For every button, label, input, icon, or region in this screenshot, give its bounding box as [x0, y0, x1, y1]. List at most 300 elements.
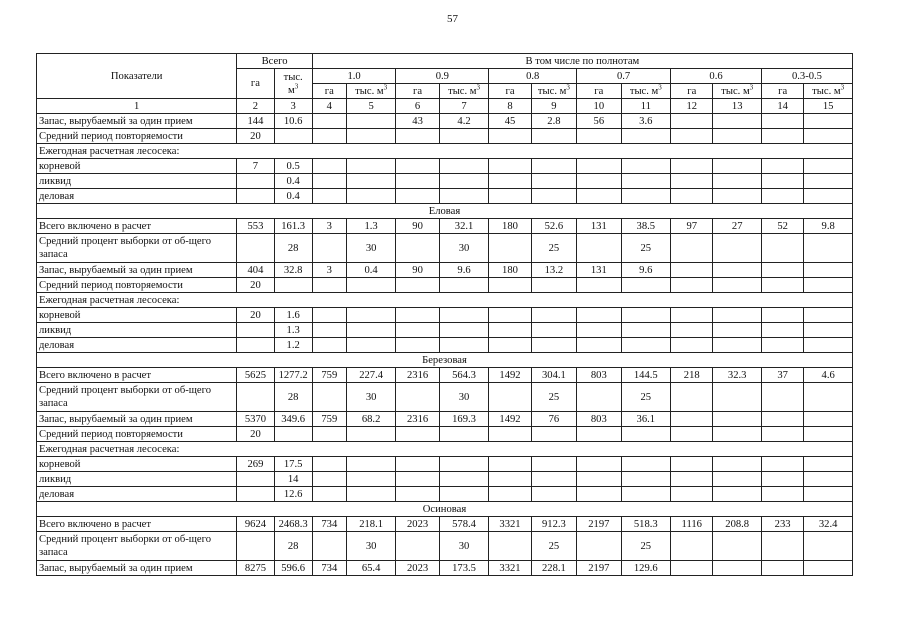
table-cell: 3: [312, 263, 346, 278]
table-cell: [237, 487, 274, 502]
table-cell: [713, 114, 762, 129]
table-row: [37, 487, 853, 502]
table-cell: [804, 323, 853, 338]
table-cell: 1.3: [274, 323, 312, 338]
table-cell: [489, 532, 531, 561]
table-cell: [312, 234, 346, 263]
table-cell: 28: [274, 383, 312, 412]
table-cell: 564.3: [439, 368, 489, 383]
column-number: 12: [671, 99, 713, 114]
table-cell: [713, 308, 762, 323]
table-cell: [713, 457, 762, 472]
table-cell: 218.1: [346, 517, 396, 532]
table-cell: [761, 457, 803, 472]
table-cell: [577, 278, 621, 293]
table-cell: [671, 174, 713, 189]
header-total-ha: га: [237, 69, 274, 99]
table-cell: 734: [312, 561, 346, 576]
table-cell: [439, 189, 489, 204]
table-cell: [671, 263, 713, 278]
table-cell: 2.8: [531, 114, 576, 129]
table-cell: 9.8: [804, 219, 853, 234]
table-row: [37, 338, 853, 353]
table-cell: 2468.3: [274, 517, 312, 532]
table-cell: [396, 308, 439, 323]
section-title: Осиновая: [37, 502, 853, 517]
table-cell: [621, 472, 671, 487]
table-cell: 45: [489, 114, 531, 129]
table-cell: 10.6: [274, 114, 312, 129]
table-cell: [713, 338, 762, 353]
table-cell: 32.1: [439, 219, 489, 234]
table-cell: 20: [237, 278, 274, 293]
table-cell: 0.4: [346, 263, 396, 278]
table-cell: [346, 189, 396, 204]
table-cell: 1492: [489, 412, 531, 427]
unit-thous-m3: тыс. $м^3$: [439, 84, 489, 99]
row-label: деловая: [37, 189, 237, 204]
table-cell: [577, 189, 621, 204]
table-row: [37, 561, 853, 576]
table-cell: [396, 234, 439, 263]
density-header: 0.8: [489, 69, 577, 84]
table-cell: [312, 338, 346, 353]
table-cell: 32.8: [274, 263, 312, 278]
table-cell: [531, 189, 576, 204]
table-cell: [804, 427, 853, 442]
table-cell: [761, 159, 803, 174]
table-cell: [312, 472, 346, 487]
table-cell: [531, 427, 576, 442]
table-cell: [312, 532, 346, 561]
table-cell: 68.2: [346, 412, 396, 427]
unit-ha: га: [577, 84, 621, 99]
table-cell: [804, 561, 853, 576]
column-number: 1: [37, 99, 237, 114]
row-label: корневой: [37, 308, 237, 323]
table-cell: [531, 457, 576, 472]
table-cell: [237, 189, 274, 204]
table-cell: 30: [439, 532, 489, 561]
column-number: 5: [346, 99, 396, 114]
table-cell: 553: [237, 219, 274, 234]
table-cell: [671, 412, 713, 427]
density-header: 0.3-0.5: [761, 69, 852, 84]
table-cell: [531, 174, 576, 189]
table-cell: 43: [396, 114, 439, 129]
table-row: [37, 278, 853, 293]
unit-thous-m3: тыс. $м^3$: [804, 84, 853, 99]
row-label: Запас, вырубаемый за один прием: [37, 561, 237, 576]
table-cell: [439, 323, 489, 338]
row-label: Ежегодная расчетная лесосека:: [37, 144, 853, 159]
table-cell: 4.2: [439, 114, 489, 129]
table-cell: [439, 129, 489, 144]
table-cell: [346, 174, 396, 189]
table-cell: 131: [577, 219, 621, 234]
table-cell: [531, 129, 576, 144]
table-cell: [396, 427, 439, 442]
table-cell: [396, 472, 439, 487]
table-cell: 759: [312, 412, 346, 427]
unit-ha: га: [671, 84, 713, 99]
row-label: Средний процент выборки от об-щего запаса: [37, 234, 237, 263]
table-row: [37, 159, 853, 174]
table-cell: 9.6: [439, 263, 489, 278]
table-cell: 3: [312, 219, 346, 234]
table-cell: [396, 174, 439, 189]
table-cell: [274, 427, 312, 442]
table-cell: [439, 308, 489, 323]
table-cell: 161.3: [274, 219, 312, 234]
table-cell: 30: [346, 532, 396, 561]
table-cell: [346, 323, 396, 338]
table-cell: [713, 278, 762, 293]
table-cell: [671, 561, 713, 576]
table-cell: 7: [237, 159, 274, 174]
table-cell: [713, 189, 762, 204]
table-cell: 30: [346, 383, 396, 412]
table-cell: [396, 338, 439, 353]
table-cell: [671, 159, 713, 174]
table-cell: [713, 234, 762, 263]
table-cell: [761, 129, 803, 144]
table-cell: [761, 532, 803, 561]
table-row: [37, 368, 853, 383]
table-cell: [312, 487, 346, 502]
table-row: [37, 532, 853, 561]
table-cell: 8275: [237, 561, 274, 576]
table-cell: [237, 472, 274, 487]
table-cell: [346, 159, 396, 174]
row-label: Ежегодная расчетная лесосека:: [37, 293, 853, 308]
table-cell: [804, 308, 853, 323]
table-cell: 52.6: [531, 219, 576, 234]
table-cell: [577, 159, 621, 174]
table-cell: [713, 263, 762, 278]
table-cell: [621, 129, 671, 144]
table-cell: [531, 338, 576, 353]
row-label: Средний процент выборки от об-щего запаса: [37, 532, 237, 561]
table-cell: [439, 457, 489, 472]
table-cell: [531, 323, 576, 338]
table-cell: 2316: [396, 368, 439, 383]
table-row: [37, 293, 853, 308]
table-cell: [621, 457, 671, 472]
table-cell: 20: [237, 427, 274, 442]
table-cell: 596.6: [274, 561, 312, 576]
table-cell: 173.5: [439, 561, 489, 576]
table-cell: 25: [531, 234, 576, 263]
table-cell: [346, 457, 396, 472]
table-cell: [489, 323, 531, 338]
table-cell: [713, 532, 762, 561]
table-cell: 0.4: [274, 174, 312, 189]
table-row: [37, 204, 853, 219]
table-cell: [621, 427, 671, 442]
row-label: Запас, вырубаемый за один прием: [37, 114, 237, 129]
table-cell: [396, 189, 439, 204]
section-title: Еловая: [37, 204, 853, 219]
header-total: Всего: [237, 54, 312, 69]
table-cell: [671, 487, 713, 502]
table-cell: [396, 487, 439, 502]
table-cell: [312, 189, 346, 204]
table-cell: [489, 278, 531, 293]
table-cell: 28: [274, 234, 312, 263]
table-row: [37, 263, 853, 278]
table-cell: 30: [346, 234, 396, 263]
table-cell: [671, 189, 713, 204]
table-cell: [577, 472, 621, 487]
table-cell: 25: [621, 532, 671, 561]
table-cell: 2197: [577, 517, 621, 532]
table-cell: 144.5: [621, 368, 671, 383]
table-cell: [577, 234, 621, 263]
table-cell: [713, 159, 762, 174]
table-cell: 25: [531, 532, 576, 561]
table-cell: 0.4: [274, 189, 312, 204]
table-cell: [396, 457, 439, 472]
table-cell: 734: [312, 517, 346, 532]
row-label: Запас, вырубаемый за один прием: [37, 412, 237, 427]
table-row: [37, 517, 853, 532]
table-cell: [396, 383, 439, 412]
table-cell: [274, 129, 312, 144]
table-cell: [531, 472, 576, 487]
table-cell: [671, 338, 713, 353]
row-label: ликвид: [37, 174, 237, 189]
table-cell: 1.6: [274, 308, 312, 323]
table-cell: [713, 129, 762, 144]
table-cell: [346, 338, 396, 353]
table-cell: [713, 383, 762, 412]
table-cell: 76: [531, 412, 576, 427]
table-cell: [439, 174, 489, 189]
table-cell: [713, 323, 762, 338]
table-cell: [761, 174, 803, 189]
density-header: 0.7: [577, 69, 671, 84]
table-cell: [439, 487, 489, 502]
table-cell: [671, 427, 713, 442]
table-cell: [761, 263, 803, 278]
table-cell: [237, 532, 274, 561]
header-total-thous-m3: тыс. $м^3$: [274, 69, 312, 99]
table-cell: [439, 338, 489, 353]
table-cell: [396, 129, 439, 144]
table-cell: [713, 412, 762, 427]
table-cell: [621, 159, 671, 174]
table-cell: 131: [577, 263, 621, 278]
table-cell: [621, 323, 671, 338]
column-number: 15: [804, 99, 853, 114]
table-cell: 2023: [396, 517, 439, 532]
table-cell: 1116: [671, 517, 713, 532]
table-row: [37, 353, 853, 368]
table-cell: [671, 383, 713, 412]
table-row: [37, 308, 853, 323]
table-cell: 2197: [577, 561, 621, 576]
column-number: 14: [761, 99, 803, 114]
table-cell: 578.4: [439, 517, 489, 532]
table-cell: 2316: [396, 412, 439, 427]
table-cell: 3321: [489, 561, 531, 576]
table-cell: [761, 114, 803, 129]
table-cell: 37: [761, 368, 803, 383]
table-cell: [439, 278, 489, 293]
table-cell: 36.1: [621, 412, 671, 427]
table-row: [37, 383, 853, 412]
table-cell: [621, 189, 671, 204]
table-cell: 218: [671, 368, 713, 383]
table-cell: [489, 129, 531, 144]
table-cell: [804, 114, 853, 129]
table-cell: [761, 561, 803, 576]
table-cell: 404: [237, 263, 274, 278]
table-row: [37, 114, 853, 129]
table-cell: 759: [312, 368, 346, 383]
table-cell: [312, 427, 346, 442]
table-cell: 2023: [396, 561, 439, 576]
table-cell: [346, 278, 396, 293]
table-cell: [804, 338, 853, 353]
table-cell: 349.6: [274, 412, 312, 427]
table-row: [37, 457, 853, 472]
table-cell: [312, 114, 346, 129]
unit-ha: га: [489, 84, 531, 99]
table-cell: 5370: [237, 412, 274, 427]
column-number: 2: [237, 99, 274, 114]
table-cell: [804, 457, 853, 472]
table-cell: 12.6: [274, 487, 312, 502]
table-cell: [489, 174, 531, 189]
table-cell: [761, 338, 803, 353]
table-cell: [761, 278, 803, 293]
table-cell: 65.4: [346, 561, 396, 576]
unit-ha: га: [312, 84, 346, 99]
table-cell: [761, 487, 803, 502]
table-cell: [761, 472, 803, 487]
table-cell: [237, 234, 274, 263]
table-cell: [531, 308, 576, 323]
header-indicators: Показатели: [37, 54, 237, 99]
table-cell: 25: [531, 383, 576, 412]
table-cell: 233: [761, 517, 803, 532]
table-cell: [577, 129, 621, 144]
table-cell: [489, 189, 531, 204]
table-cell: [396, 532, 439, 561]
table-cell: [804, 263, 853, 278]
table-cell: [804, 189, 853, 204]
table-cell: 1277.2: [274, 368, 312, 383]
table-cell: 129.6: [621, 561, 671, 576]
table-cell: [804, 278, 853, 293]
table-cell: [489, 308, 531, 323]
density-header: 1.0: [312, 69, 396, 84]
row-label: Запас, вырубаемый за один прием: [37, 263, 237, 278]
table-cell: [761, 323, 803, 338]
table-row: [37, 219, 853, 234]
row-label: корневой: [37, 457, 237, 472]
table-cell: 803: [577, 412, 621, 427]
table-cell: [489, 457, 531, 472]
table-cell: [531, 278, 576, 293]
table-cell: 169.3: [439, 412, 489, 427]
column-number: 6: [396, 99, 439, 114]
table-cell: [274, 278, 312, 293]
column-number: 4: [312, 99, 346, 114]
table-cell: 38.5: [621, 219, 671, 234]
table-cell: [312, 323, 346, 338]
table-cell: [671, 308, 713, 323]
unit-thous-m3: тыс. $м^3$: [531, 84, 576, 99]
table-cell: 17.5: [274, 457, 312, 472]
unit-thous-m3: тыс. $м^3$: [621, 84, 671, 99]
table-cell: [312, 308, 346, 323]
row-label: Средний процент выборки от об-щего запаса: [37, 383, 237, 412]
table-cell: 90: [396, 263, 439, 278]
table-cell: [804, 487, 853, 502]
table-cell: [804, 174, 853, 189]
table-cell: [439, 159, 489, 174]
table-cell: 90: [396, 219, 439, 234]
table-row: [37, 323, 853, 338]
table-cell: [489, 159, 531, 174]
unit-ha: га: [761, 84, 803, 99]
table-cell: [489, 383, 531, 412]
table-cell: 27: [713, 219, 762, 234]
table-cell: [577, 427, 621, 442]
table-cell: [312, 278, 346, 293]
table-cell: [396, 159, 439, 174]
table-cell: [804, 412, 853, 427]
table-row: [37, 129, 853, 144]
table-cell: [346, 472, 396, 487]
column-number: 3: [274, 99, 312, 114]
table-cell: [346, 487, 396, 502]
column-number: 8: [489, 99, 531, 114]
table-cell: [577, 383, 621, 412]
row-label: ликвид: [37, 472, 237, 487]
table-cell: 1.2: [274, 338, 312, 353]
table-cell: 14: [274, 472, 312, 487]
table-cell: [671, 234, 713, 263]
table-cell: [312, 383, 346, 412]
table-row: [37, 189, 853, 204]
table-cell: [713, 472, 762, 487]
table-cell: [761, 412, 803, 427]
table-cell: [671, 457, 713, 472]
table-cell: 1.3: [346, 219, 396, 234]
table-cell: 5625: [237, 368, 274, 383]
table-cell: [621, 174, 671, 189]
table-cell: [237, 323, 274, 338]
table-cell: 304.1: [531, 368, 576, 383]
table-cell: [489, 487, 531, 502]
table-cell: [671, 114, 713, 129]
column-number: 9: [531, 99, 576, 114]
section-title: Березовая: [37, 353, 853, 368]
table-cell: 3321: [489, 517, 531, 532]
table-cell: [531, 159, 576, 174]
table-row: [37, 144, 853, 159]
table-cell: 25: [621, 234, 671, 263]
table-cell: [761, 383, 803, 412]
table-cell: [804, 532, 853, 561]
table-cell: [577, 457, 621, 472]
row-label: Средний период повторяемости: [37, 278, 237, 293]
table-cell: 30: [439, 234, 489, 263]
